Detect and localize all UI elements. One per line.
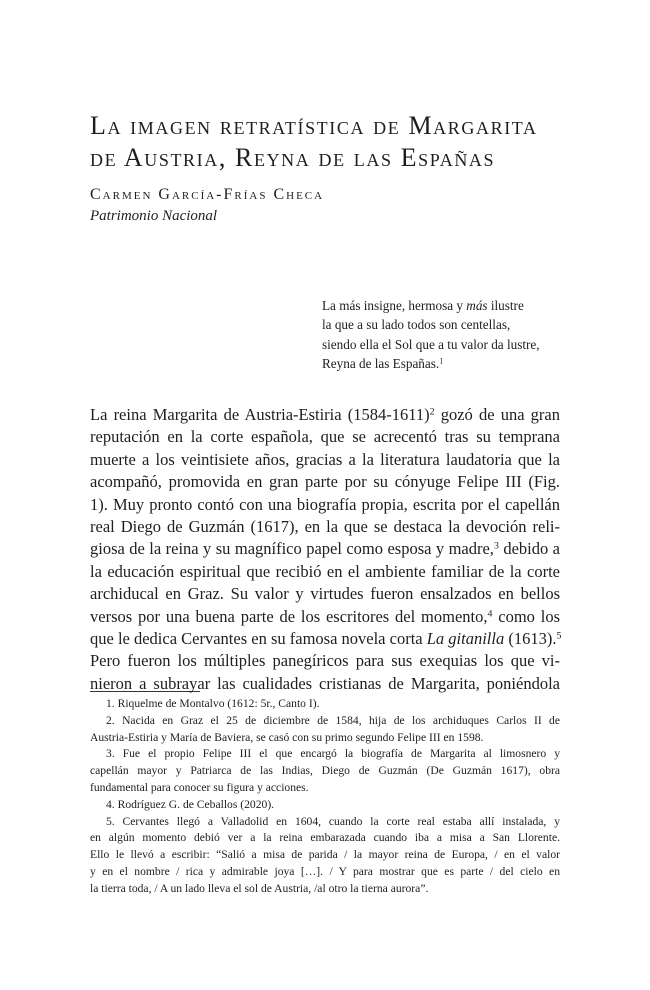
body-line: giosa de la reina y su magnífico papel como esposa y madre,$^3$ debido a — [90, 539, 560, 559]
chapter-title-line-1: La imagen retratística de Margarita — [90, 111, 538, 140]
footnote-4: 4. Rodríguez G. de Ceballos (2020). — [106, 797, 275, 811]
epigraph — [322, 296, 562, 373]
body-line: Pero fueron los múltiples panegíricos para sus exequias los que vi- — [90, 651, 560, 671]
footnote-ref-3[interactable]: 3 — [493, 541, 499, 552]
book-title-la-gitanilla: La gitanilla — [426, 629, 505, 649]
body-line: versos por una buena parte de los escritores del momento,$^4$ como los — [90, 606, 560, 626]
body-line: 1). Muy pronto contó con una biografía propia, escrita por el capellán — [90, 494, 560, 514]
body-line: archiducal en Graz. Su valor y virtudes fueron ensalzados en bellos — [90, 584, 560, 604]
epigraph-line-1: La más insigne, hermosa y más ilustre — [322, 298, 524, 313]
body-line: acompañó, promovida en gran parte por su cónyuge Felipe III (Fig. — [90, 472, 560, 492]
footnote-separator — [90, 691, 200, 692]
author-affiliation: Patrimonio Nacional — [90, 208, 218, 224]
epigraph-line-2: la que a su lado todos son centellas, — [322, 317, 511, 333]
body-line: que le dedica Cervantes en su famosa novela corta La gitanilla (1613).$^5$ — [90, 629, 562, 649]
body-line: real Diego de Guzmán (1617), en la que se destaca la devoción reli- — [90, 517, 560, 537]
body-line: muerte a los veintisiete años, gracias a la literatura laudatoria que la — [90, 449, 560, 469]
footnotes — [90, 696, 560, 898]
chapter-title-line-2: de Austria, Reyna de las Españas — [90, 143, 496, 172]
body-paragraph — [90, 404, 560, 695]
footnote-ref-2[interactable]: 2 — [429, 406, 435, 418]
footnote-3-cont: capellán mayor y Patriarca de las Indias, Diego de Guzmán (De Guzmán 1617), obra — [90, 764, 560, 778]
body-line: La reina Margarita de Austria-Estiria (1584-1611)$^2$ gozó de una gran — [90, 405, 560, 424]
body-line: reputación en la corte española, que se acrecentó tras su temprana — [90, 427, 560, 447]
footnote-5-cont: la tierra toda, / A un lado lleva el sol de Austria, /al otro la tierna aurora”. — [90, 881, 429, 895]
footnote-1: 1. Riquelme de Montalvo (1612: 5r., Canto I). — [106, 697, 320, 710]
footnote-5-cont: y en el nombre / rica y admirable joya […]. / Y para mostrar que es parte / del cielo en — [90, 864, 560, 878]
footnote-5-cont: en algún momento debió ver a la reina embarazada cuando iba a misa a San Llorente. — [90, 831, 560, 845]
footnote-ref-5[interactable]: 5 — [556, 630, 562, 642]
body-line: la educación espiritual que recibió en el ambiente familiar de la corte — [90, 561, 560, 581]
epigraph-line-3: siendo ella el Sol que a tu valor da lustre, — [322, 336, 540, 352]
footnote-5: 5. Cervantes llegó a Valladolid en 1604, cuando la corte real estaba allí instalada, y — [106, 814, 560, 828]
chapter-title — [90, 110, 570, 174]
footnote-ref-4[interactable]: 4 — [487, 608, 493, 620]
epigraph-line-4: Reyna de las Españas.$^1$ — [322, 355, 444, 371]
author-name: Carmen García-Frías Checa — [90, 186, 325, 203]
footnote-3-cont: fundamental para conocer su figura y acciones. — [90, 780, 309, 794]
body-line: nieron a subrayar las cualidades cristianas de Margarita, poniéndola — [90, 673, 560, 693]
footnote-2: 2. Nacida en Graz el 25 de diciembre de 1584, hija de los archiduques Carlos II de — [106, 713, 560, 727]
footnote-ref-1[interactable]: 1 — [439, 356, 444, 366]
footnote-2-cont: Austria-Estiria y María de Baviera, se casó con su primo segundo Felipe III en 1598. — [90, 730, 484, 744]
footnote-5-cont: Ello le llevó a escribir: “Salió a misa de parida / la mayor reina de Europa, / en el valor — [90, 848, 560, 862]
footnote-3: 3. Fue el propio Felipe III el que encargó la biografía de Margarita al limosnero y — [106, 747, 560, 761]
